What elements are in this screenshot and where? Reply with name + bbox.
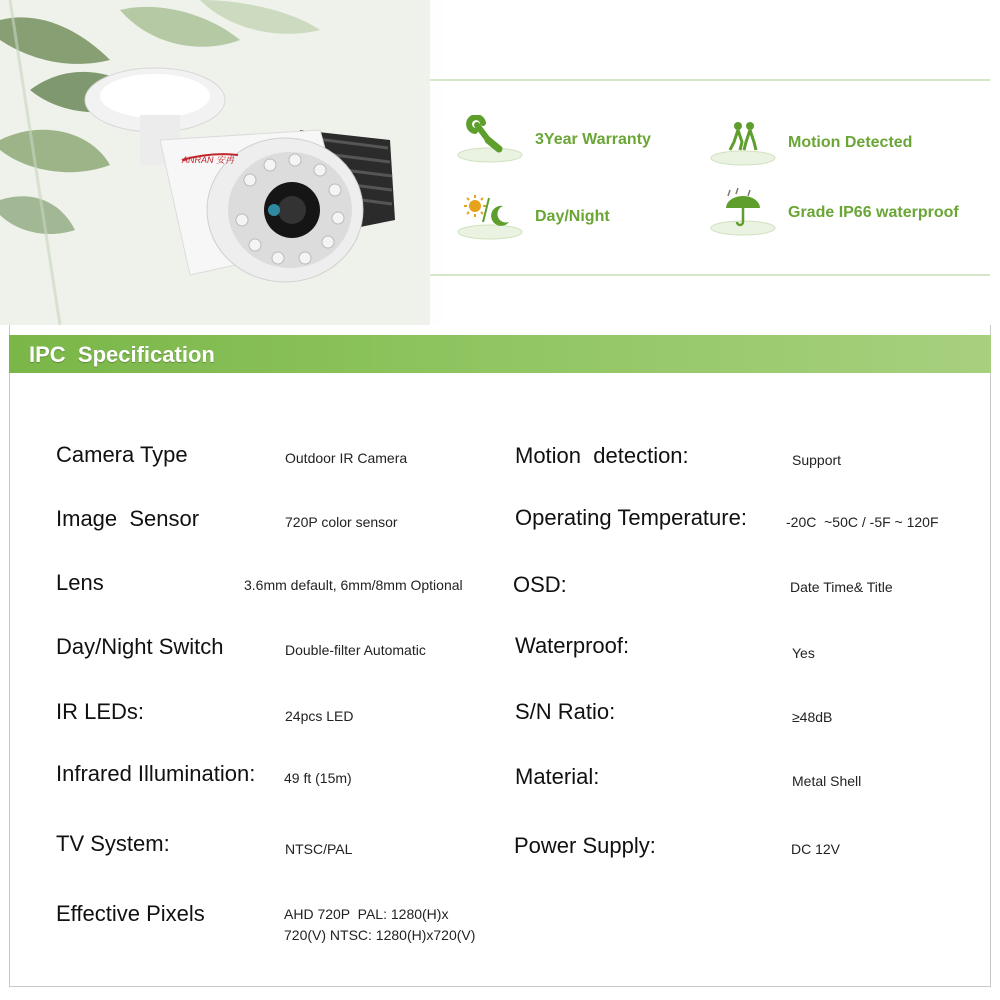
hero-banner bbox=[0, 0, 1000, 325]
spec-header-bar bbox=[9, 335, 991, 373]
spec-label: Operating Temperature: bbox=[515, 505, 747, 530]
spec-label: Material: bbox=[515, 764, 600, 789]
motion-people-icon bbox=[708, 118, 778, 168]
spec-label: Power Supply: bbox=[514, 833, 656, 858]
feature-motion bbox=[708, 118, 912, 168]
spec-value: -20C ~50C / -5F ~ 120F bbox=[786, 514, 939, 530]
feature-day-night bbox=[455, 192, 610, 242]
spec-value: 3.6mm default, 6mm/8mm Optional bbox=[244, 577, 463, 593]
spec-value: AHD 720P PAL: 1280(H)x 720(V) NTSC: 1280(H)x720(V) bbox=[284, 906, 476, 943]
brand-logo: ANRAN 安冉 bbox=[182, 155, 235, 165]
feature-label: 3Year Warranty bbox=[535, 131, 651, 148]
spec-value: Outdoor IR Camera bbox=[285, 450, 408, 466]
spec-value: ≥48dB bbox=[792, 709, 833, 725]
spec-value: 24pcs LED bbox=[285, 708, 354, 724]
feature-label: Day/Night bbox=[535, 208, 610, 225]
feature-warranty bbox=[455, 115, 651, 165]
spec-label: Day/Night Switch bbox=[56, 634, 224, 659]
spec-label: S/N Ratio: bbox=[515, 699, 616, 724]
bullet-camera-image bbox=[70, 60, 410, 300]
spec-label: Image Sensor bbox=[56, 506, 200, 531]
spec-label: Waterproof: bbox=[515, 633, 630, 658]
spec-value: NTSC/PAL bbox=[285, 841, 353, 857]
spec-label: Effective Pixels bbox=[56, 901, 205, 926]
spec-value: DC 12V bbox=[791, 841, 841, 857]
wrench-icon bbox=[455, 115, 525, 165]
spec-title: IPC Specification bbox=[29, 342, 215, 367]
feature-divider-bottom bbox=[430, 274, 990, 276]
feature-label: Grade IP66 waterproof bbox=[788, 204, 959, 221]
spec-label: IR LEDs: bbox=[56, 699, 145, 724]
spec-value: 720P color sensor bbox=[285, 514, 398, 530]
spec-label: OSD: bbox=[513, 572, 567, 597]
feature-waterproof bbox=[708, 188, 959, 238]
spec-value: 49 ft (15m) bbox=[284, 770, 352, 786]
spec-label: Infrared Illumination: bbox=[56, 761, 256, 786]
spec-label: TV System: bbox=[56, 831, 170, 856]
spec-value: Double-filter Automatic bbox=[285, 642, 426, 658]
umbrella-rain-icon bbox=[708, 188, 778, 238]
feature-divider-top bbox=[430, 79, 990, 81]
spec-value: Yes bbox=[792, 645, 815, 661]
feature-label: Motion Detected bbox=[788, 134, 913, 151]
spec-value: Metal Shell bbox=[792, 773, 862, 789]
spec-label: Lens bbox=[56, 570, 104, 595]
spec-label: Camera Type bbox=[56, 442, 188, 467]
spec-label: Motion detection: bbox=[515, 443, 689, 468]
sun-moon-icon bbox=[455, 192, 525, 242]
spec-value: Date Time& Title bbox=[790, 579, 893, 595]
spec-value: Support bbox=[792, 452, 842, 468]
